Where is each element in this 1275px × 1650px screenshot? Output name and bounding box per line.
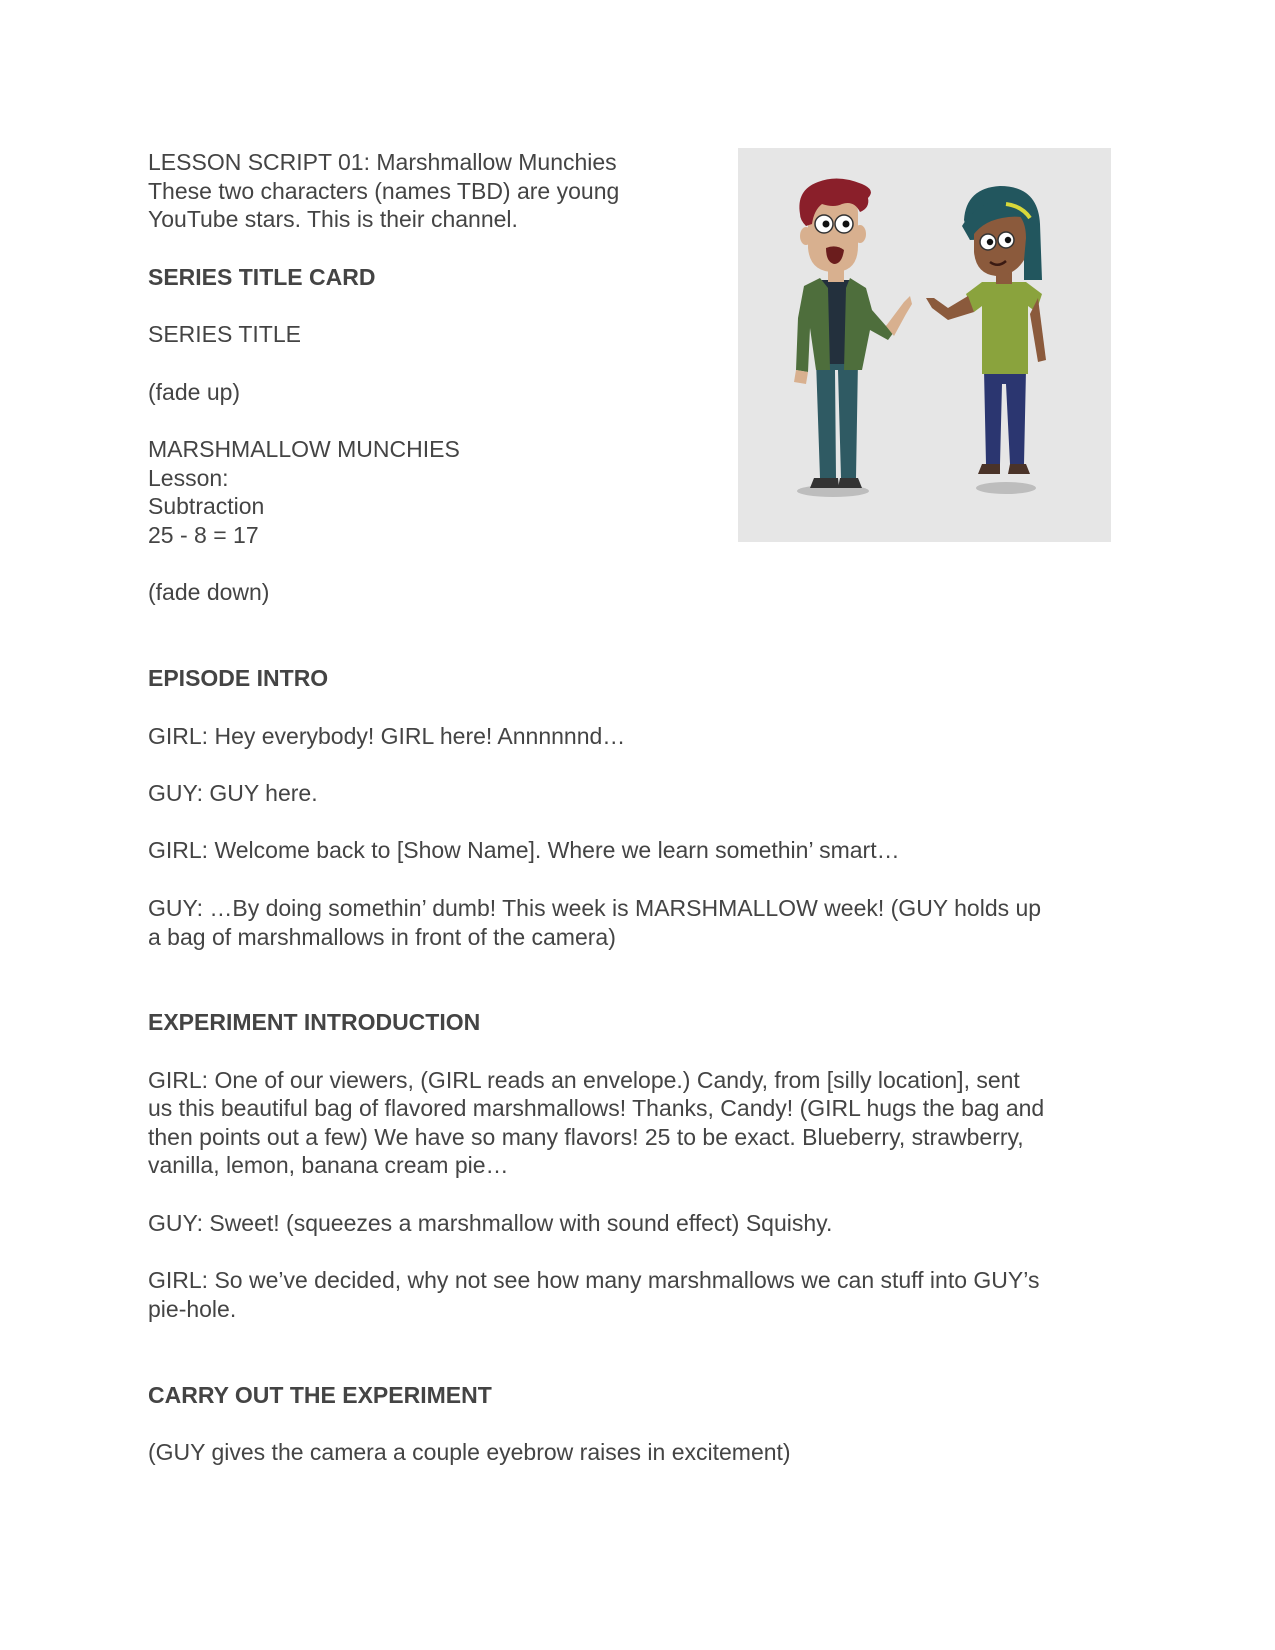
dialogue-line: GIRL: Welcome back to [Show Name]. Where we learn somethin’ smart… — [148, 837, 900, 863]
fade-down-direction: (fade down) — [148, 579, 270, 605]
intro-line-2: These two characters (names TBD) are young — [148, 178, 620, 204]
dialogue-line: GIRL: So we’ve decided, why not see how many marshmallows we can stuff into GUY’s — [148, 1267, 1040, 1293]
lesson-label: Lesson: — [148, 465, 229, 491]
episode-title: MARSHMALLOW MUNCHIES — [148, 436, 460, 462]
guy-character — [794, 178, 912, 488]
dialogue-line-continued: then points out a few) We have so many flavors! 25 to be exact. Blueberry, strawberry, — [148, 1124, 1024, 1150]
series-title-card-heading: SERIES TITLE CARD — [148, 264, 376, 290]
carry-out-experiment-heading: CARRY OUT THE EXPERIMENT — [148, 1382, 492, 1408]
fade-up-direction: (fade up) — [148, 379, 241, 405]
dialogue-line: GIRL: Hey everybody! GIRL here! Annnnnnd… — [148, 723, 626, 749]
dialogue-line-continued: vanilla, lemon, banana cream pie… — [148, 1152, 509, 1178]
dialogue-line-continued: us this beautiful bag of flavored marshmallows! Thanks, Candy! (GIRL hugs the bag and — [148, 1095, 1045, 1121]
dialogue-line: GUY: Sweet! (squeezes a marshmallow with sound effect) Squishy. — [148, 1210, 833, 1236]
series-title: SERIES TITLE — [148, 321, 301, 347]
episode-intro-heading: EPISODE INTRO — [148, 665, 329, 691]
dialogue-line: GUY: GUY here. — [148, 780, 318, 806]
experiment-introduction-heading: EXPERIMENT INTRODUCTION — [148, 1009, 481, 1035]
lesson-title-line: LESSON SCRIPT 01: Marshmallow Munchies — [148, 149, 617, 175]
lesson-topic: Subtraction — [148, 493, 265, 519]
girl-character — [926, 186, 1046, 474]
dialogue-line-continued: pie-hole. — [148, 1296, 237, 1322]
stage-direction: (GUY gives the camera a couple eyebrow raises in excitement) — [148, 1439, 791, 1465]
dialogue-line-continued: a bag of marshmallows in front of the camera) — [148, 924, 616, 950]
dialogue-line: GUY: …By doing somethin’ dumb! This week is MARSHMALLOW week! (GUY holds up — [148, 895, 1042, 921]
lesson-equation: 25 - 8 = 17 — [148, 522, 259, 548]
dialogue-line: GIRL: One of our viewers, (GIRL reads an envelope.) Candy, from [silly location], sent — [148, 1067, 1020, 1093]
intro-line-3: YouTube stars. This is their channel. — [148, 206, 518, 232]
characters-illustration — [738, 148, 1111, 542]
